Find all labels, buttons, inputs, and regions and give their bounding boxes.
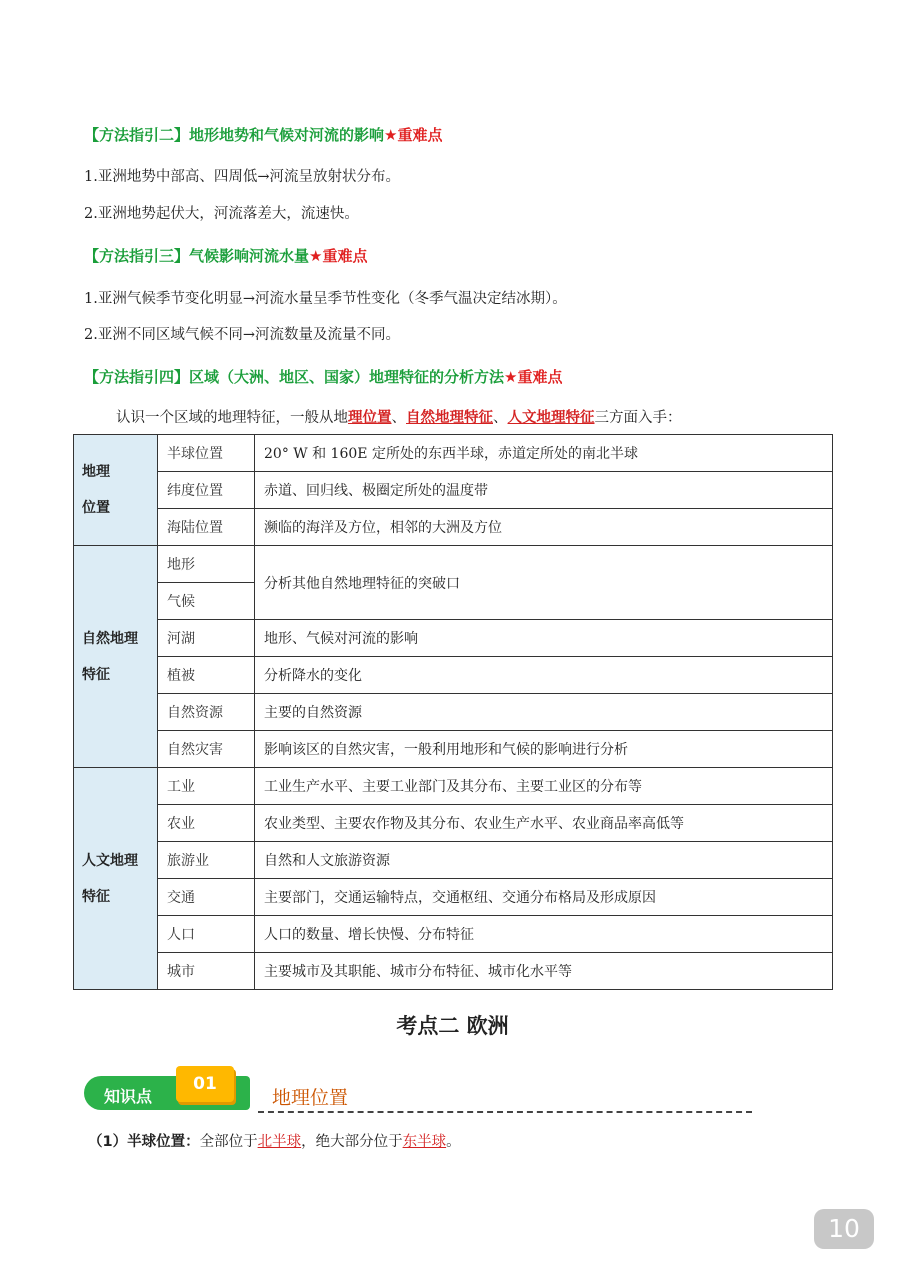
desc-cell: 农业类型、主要农作物及其分布、农业生产水平、农业商品率高低等	[255, 805, 833, 842]
category-cell-natural: 自然地理 特征	[74, 546, 158, 768]
key-point-badge: ★重难点	[309, 247, 368, 265]
table-row	[74, 731, 833, 768]
intro-text: 认识一个区域的地理特征，一般从地	[116, 410, 348, 426]
statement-text: 全部位于	[199, 1134, 258, 1150]
badge-number: 01	[176, 1066, 234, 1102]
desc-cell: 20° W 和 160E 定所处的东西半球，赤道定所处的南北半球	[255, 435, 833, 472]
keyword-natural: 自然地理特征	[406, 410, 493, 426]
desc-cell: 主要城市及其职能、城市分布特征、城市化水平等	[255, 953, 833, 990]
table-row	[74, 509, 833, 546]
sub-cell: 自然灾害	[158, 731, 255, 768]
table-row	[74, 657, 833, 694]
desc-cell: 濒临的海洋及方位，相邻的大洲及方位	[255, 509, 833, 546]
paragraph: 1.亚洲气候季节变化明显→河流水量呈季节性变化（冬季气温决定结冰期）。	[84, 291, 567, 307]
statement-text: 。	[446, 1134, 461, 1150]
keyword-human: 人文地理特征	[507, 410, 595, 426]
method-guide-2-heading	[84, 124, 442, 145]
sub-cell: 工业	[158, 768, 255, 805]
desc-cell: 分析降水的变化	[255, 657, 833, 694]
statement-text: ，绝大部分位于	[301, 1134, 403, 1150]
table-row	[74, 805, 833, 842]
badge-label: 知识点	[104, 1087, 153, 1106]
page-number: 10	[814, 1209, 874, 1249]
key-point-badge: ★重难点	[384, 126, 443, 144]
desc-cell: 人口的数量、增长快慢、分布特征	[255, 916, 833, 953]
sub-cell: 气候	[158, 583, 255, 620]
separator: 、	[493, 410, 508, 426]
statement-label: （1）半球位置：	[88, 1134, 200, 1150]
heading-label: 【方法指引三】气候影响河流水量	[84, 247, 310, 265]
sub-cell: 交通	[158, 879, 255, 916]
desc-cell: 影响该区的自然灾害，一般利用地形和气候的影响进行分析	[255, 731, 833, 768]
sub-cell: 人口	[158, 916, 255, 953]
knowledge-point-badge	[84, 1066, 256, 1114]
sub-cell: 城市	[158, 953, 255, 990]
hemisphere-statement	[88, 1130, 461, 1151]
paragraph: 2.亚洲地势起伏大，河流落差大，流速快。	[84, 206, 359, 222]
sub-cell: 自然资源	[158, 694, 255, 731]
table-row	[74, 953, 833, 990]
method-guide-3-heading	[84, 245, 367, 266]
desc-cell: 主要的自然资源	[255, 694, 833, 731]
section-title: 考点二 欧洲	[396, 1014, 509, 1038]
sub-cell: 纬度位置	[158, 472, 255, 509]
desc-cell-merged: 分析其他自然地理特征的突破口	[255, 546, 833, 620]
sub-cell: 植被	[158, 657, 255, 694]
table-row	[74, 916, 833, 953]
separator: 、	[391, 410, 406, 426]
dashed-divider	[258, 1111, 752, 1113]
intro-sentence	[116, 406, 682, 427]
category-cell-location: 地理 位置	[74, 435, 158, 546]
table-row	[74, 472, 833, 509]
table-row	[74, 879, 833, 916]
intro-text: 三方面入手：	[594, 410, 682, 426]
table-row	[74, 620, 833, 657]
paragraph: 2.亚洲不同区域气候不同→河流数量及流量不同。	[84, 327, 400, 343]
desc-cell: 地形、气候对河流的影响	[255, 620, 833, 657]
method-guide-4-heading	[84, 366, 562, 387]
sub-cell: 半球位置	[158, 435, 255, 472]
paragraph: 1.亚洲地势中部高、四周低→河流呈放射状分布。	[84, 169, 400, 185]
keyword-eastern: 东半球	[402, 1134, 447, 1150]
key-point-badge: ★重难点	[504, 368, 563, 386]
sub-cell: 河湖	[158, 620, 255, 657]
desc-cell: 主要部门，交通运输特点，交通枢纽、交通分布格局及形成原因	[255, 879, 833, 916]
sub-cell: 农业	[158, 805, 255, 842]
desc-cell: 赤道、回归线、极圈定所处的温度带	[255, 472, 833, 509]
heading-label: 【方法指引四】区域（大洲、地区、国家）地理特征的分析方法	[84, 368, 505, 386]
desc-cell: 自然和人文旅游资源	[255, 842, 833, 879]
table-row	[74, 435, 833, 472]
table-row	[74, 546, 833, 583]
desc-cell: 工业生产水平、主要工业部门及其分布、主要工业区的分布等	[255, 768, 833, 805]
sub-cell: 地形	[158, 546, 255, 583]
table-row	[74, 842, 833, 879]
geography-feature-table	[73, 434, 833, 990]
keyword-location: 理位置	[348, 410, 392, 426]
sub-cell: 海陆位置	[158, 509, 255, 546]
category-cell-human: 人文地理 特征	[74, 768, 158, 990]
keyword-northern: 北半球	[257, 1134, 302, 1150]
topic-title: 地理位置	[272, 1087, 349, 1109]
table-row	[74, 768, 833, 805]
heading-label: 【方法指引二】地形地势和气候对河流的影响	[84, 126, 385, 144]
sub-cell: 旅游业	[158, 842, 255, 879]
table-row	[74, 694, 833, 731]
